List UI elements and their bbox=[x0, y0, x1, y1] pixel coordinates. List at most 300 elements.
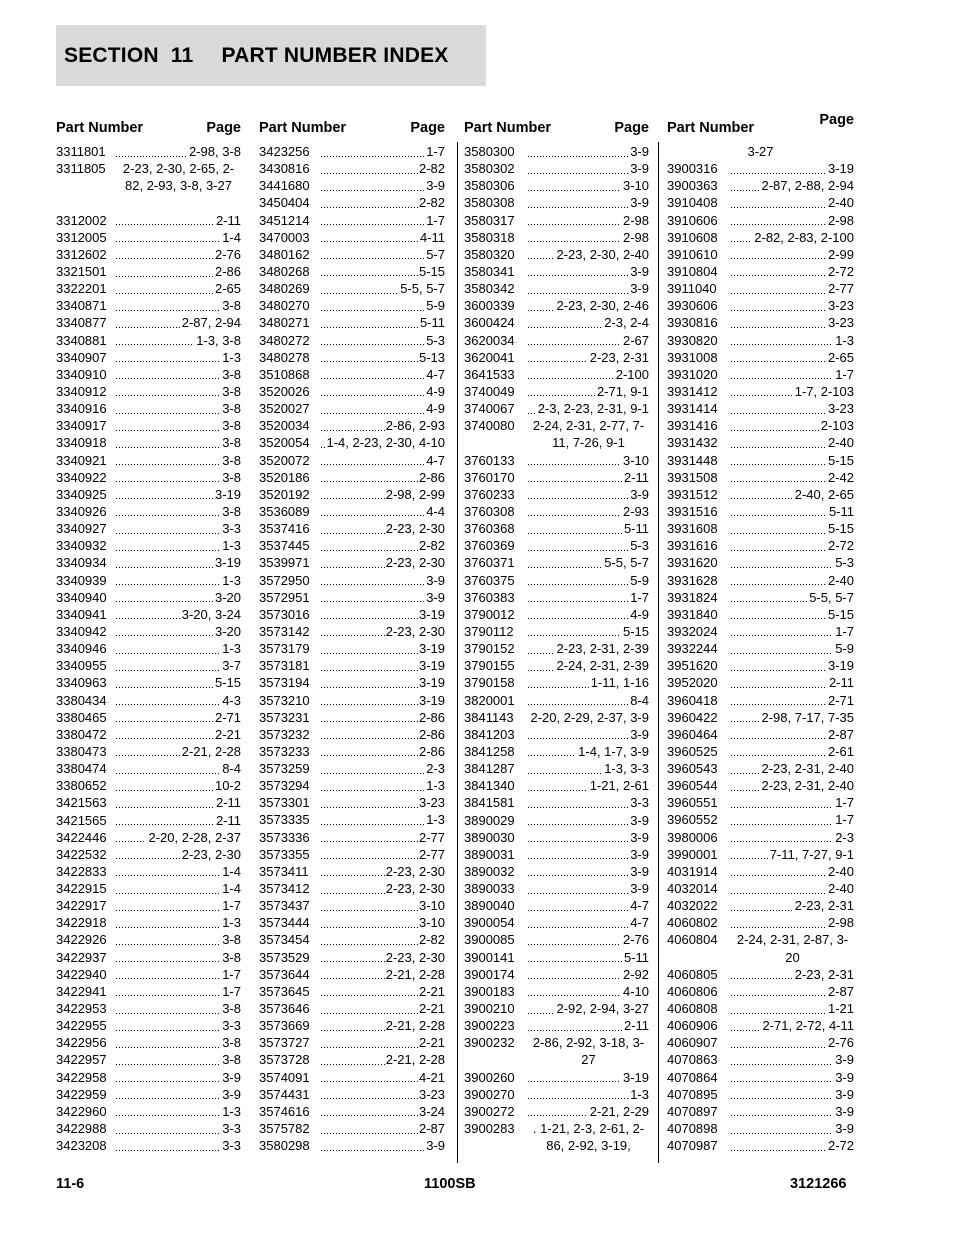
page-reference: 2-23, 2-31, 2-40 bbox=[761, 761, 854, 777]
column-divider bbox=[457, 142, 458, 1163]
page-reference: 3-23 bbox=[827, 315, 854, 331]
page-reference: 3-8 bbox=[222, 418, 241, 434]
page-reference: 3-9 bbox=[630, 881, 649, 897]
part-number: 3900316 bbox=[667, 161, 718, 177]
page-reference: 2-21 bbox=[214, 726, 241, 742]
header-page: Page bbox=[614, 120, 649, 136]
page-reference: 5-11 bbox=[623, 521, 649, 537]
index-column-1 bbox=[56, 0, 241, 1235]
page-reference-leader bbox=[731, 811, 854, 828]
page-reference-leader bbox=[528, 931, 649, 948]
part-number: 3760368 bbox=[464, 521, 515, 537]
page-reference: 3-3 bbox=[222, 521, 241, 537]
index-entry bbox=[667, 417, 854, 434]
page-reference-leader bbox=[116, 1086, 241, 1103]
page-reference-leader bbox=[321, 452, 445, 469]
page-reference-leader bbox=[528, 966, 649, 983]
page-reference-leader bbox=[116, 486, 241, 503]
part-number: 3960551 bbox=[667, 795, 718, 811]
page-reference-leader bbox=[116, 692, 241, 709]
part-number: 3900210 bbox=[464, 1001, 515, 1017]
part-number: 4060906 bbox=[667, 1018, 718, 1034]
page-reference-leader bbox=[528, 743, 649, 760]
page-reference-leader bbox=[528, 417, 649, 451]
page-reference-leader bbox=[528, 263, 649, 280]
page-reference-leader bbox=[116, 400, 241, 417]
page-reference: 2-3, 2-4 bbox=[604, 315, 649, 331]
index-entry bbox=[259, 332, 445, 349]
index-entry bbox=[667, 777, 854, 794]
page-reference-leader bbox=[731, 229, 854, 246]
index-entry bbox=[56, 966, 241, 983]
page-reference: 2-72 bbox=[827, 1138, 854, 1154]
page-reference-leader bbox=[321, 829, 445, 846]
part-number: 3537445 bbox=[259, 538, 310, 554]
section-number: SECTION 11 bbox=[64, 44, 194, 67]
part-number: 3931412 bbox=[667, 383, 718, 399]
part-number: 3790158 bbox=[464, 675, 515, 691]
index-entry bbox=[464, 829, 649, 846]
page-reference-leader bbox=[528, 1069, 649, 1086]
index-entry bbox=[667, 1103, 854, 1120]
index-entry bbox=[667, 674, 854, 691]
page-reference: 5-9 bbox=[835, 641, 854, 657]
index-entry bbox=[464, 1120, 649, 1154]
page-reference: 5-5, 5-7 bbox=[809, 589, 854, 605]
page-reference: 3-8 bbox=[222, 452, 241, 468]
page-reference: 3-19 bbox=[418, 692, 445, 708]
page-reference-leader bbox=[528, 880, 649, 897]
page-reference-leader bbox=[321, 212, 445, 229]
index-entry bbox=[259, 794, 445, 811]
page-reference: 2-99 bbox=[827, 246, 854, 262]
page-reference: 1-7 bbox=[222, 983, 241, 999]
page-reference: 5-13 bbox=[418, 349, 445, 365]
page-reference-leader bbox=[116, 452, 241, 469]
index-entry bbox=[464, 1103, 649, 1120]
index-entry bbox=[667, 692, 854, 709]
part-number: 3932024 bbox=[667, 623, 718, 639]
page-reference-leader bbox=[731, 863, 854, 880]
index-entry bbox=[464, 794, 649, 811]
part-number: 3931620 bbox=[667, 555, 718, 571]
page-reference: 1-7 bbox=[835, 812, 854, 828]
page-reference: 1-3 bbox=[835, 332, 854, 348]
index-entry bbox=[667, 263, 854, 280]
page-reference: 5-9 bbox=[630, 572, 649, 588]
page-reference: 5-15 bbox=[214, 675, 241, 691]
part-number: 3422918 bbox=[56, 915, 107, 931]
part-number: 3422958 bbox=[56, 1069, 107, 1085]
part-number: 3910408 bbox=[667, 195, 718, 211]
index-entry bbox=[56, 1034, 241, 1051]
part-number: 3580317 bbox=[464, 212, 515, 228]
part-number: 3900085 bbox=[464, 932, 515, 948]
part-number: 3340907 bbox=[56, 349, 107, 365]
part-number: 3760170 bbox=[464, 469, 515, 485]
part-number: 3573411 bbox=[259, 863, 309, 879]
page-reference-leader bbox=[528, 314, 649, 331]
part-number: 3900174 bbox=[464, 966, 515, 982]
index-entry bbox=[667, 846, 854, 863]
index-entry bbox=[464, 537, 649, 554]
page-reference-leader bbox=[321, 229, 445, 246]
page-reference: 2-23, 2-30 bbox=[385, 863, 445, 879]
part-number: 3572951 bbox=[259, 589, 310, 605]
page-reference: 2-61 bbox=[827, 743, 854, 759]
page-reference: 2-23, 2-30 bbox=[385, 949, 445, 965]
part-number: 3423256 bbox=[259, 144, 310, 159]
page-reference: 3-9 bbox=[835, 1052, 854, 1068]
index-entry bbox=[667, 314, 854, 331]
index-entry bbox=[259, 657, 445, 674]
part-number: 4070898 bbox=[667, 1121, 718, 1137]
page-reference: 5-5, 5-7 bbox=[604, 555, 649, 571]
index-entry bbox=[464, 554, 649, 571]
page-reference: 2-82 bbox=[418, 161, 445, 177]
index-entry bbox=[464, 983, 649, 1000]
page-reference-leader bbox=[731, 674, 854, 691]
page-reference-leader bbox=[731, 349, 854, 366]
part-number: 3340941 bbox=[56, 606, 107, 622]
entry-list bbox=[464, 143, 649, 1154]
page-reference-leader bbox=[321, 743, 445, 760]
page-reference-leader bbox=[321, 760, 445, 777]
part-number: 3760233 bbox=[464, 486, 515, 502]
page-reference: 3-8 bbox=[222, 1052, 241, 1068]
part-number: 3960464 bbox=[667, 726, 718, 742]
page-reference: 3-9 bbox=[630, 863, 649, 879]
entry-list bbox=[56, 143, 241, 1154]
index-entry bbox=[464, 469, 649, 486]
part-number: 3740080 bbox=[464, 418, 515, 434]
index-entry bbox=[56, 949, 241, 966]
page-reference-leader bbox=[731, 743, 854, 760]
page-reference-leader bbox=[528, 657, 649, 674]
index-entry bbox=[464, 931, 649, 948]
page-reference: 3-20, 3-24 bbox=[181, 606, 241, 622]
page-reference-leader bbox=[731, 1120, 854, 1137]
index-entry bbox=[667, 589, 854, 606]
index-entry bbox=[56, 1103, 241, 1120]
page-reference: 2-87 bbox=[827, 726, 854, 742]
page-reference-leader bbox=[116, 434, 241, 451]
part-number: 3573454 bbox=[259, 932, 310, 948]
page-reference: 1-11, 1-16 bbox=[590, 675, 649, 691]
part-number: 3641533 bbox=[464, 366, 515, 382]
page-reference: 1-3 bbox=[426, 812, 445, 828]
page-reference: 3-9 bbox=[426, 572, 445, 588]
page-reference-leader bbox=[731, 160, 854, 177]
index-entry bbox=[464, 640, 649, 657]
page-reference: 3-9 bbox=[426, 178, 445, 194]
page-reference-leader bbox=[528, 366, 649, 383]
page-reference-leader bbox=[116, 297, 241, 314]
page-reference-leader bbox=[528, 212, 649, 229]
page-reference-leader bbox=[321, 983, 445, 1000]
index-entry bbox=[464, 143, 649, 160]
part-number: 3620034 bbox=[464, 332, 515, 348]
part-number: 3480162 bbox=[259, 246, 310, 262]
page-reference: 2-23, 2-30, 2-40 bbox=[556, 246, 649, 262]
index-entry bbox=[56, 554, 241, 571]
index-entry bbox=[667, 400, 854, 417]
page-reference: 2-23, 2-30 bbox=[385, 623, 445, 639]
index-entry bbox=[259, 194, 445, 211]
part-number: 3340877 bbox=[56, 315, 107, 331]
page-reference-leader bbox=[731, 589, 854, 606]
page-reference-leader bbox=[731, 520, 854, 537]
column-divider bbox=[658, 142, 659, 1163]
index-entry bbox=[667, 194, 854, 211]
index-entry bbox=[464, 1034, 649, 1068]
index-entry bbox=[464, 486, 649, 503]
page-reference-leader bbox=[528, 1103, 649, 1120]
page-reference-leader bbox=[321, 949, 445, 966]
page-reference-leader bbox=[321, 280, 445, 297]
section-title: PART NUMBER INDEX bbox=[221, 44, 449, 67]
part-number: 3930606 bbox=[667, 298, 718, 314]
index-entry bbox=[464, 314, 649, 331]
page-reference-leader bbox=[731, 177, 854, 194]
part-number: 3760383 bbox=[464, 589, 515, 605]
part-number: 3311805 bbox=[56, 161, 106, 177]
part-number: 3480272 bbox=[259, 332, 310, 348]
page-reference-leader bbox=[731, 246, 854, 263]
page-reference: 3-8 bbox=[222, 1035, 241, 1051]
page-reference: 3-20 bbox=[214, 623, 241, 639]
page-reference: 2-92, 2-94, 3-27 bbox=[556, 1001, 649, 1017]
page-reference: 2-40, 2-65 bbox=[794, 486, 854, 502]
page-reference: 1-4 bbox=[222, 881, 241, 897]
page-reference: 5-9 bbox=[426, 298, 445, 314]
footer-doc-number: 3121266 bbox=[790, 1176, 847, 1192]
part-number: 3312005 bbox=[56, 229, 107, 245]
page-reference: 3-8 bbox=[222, 435, 241, 451]
page-reference: 5-3 bbox=[630, 538, 649, 554]
part-number: 3760308 bbox=[464, 503, 515, 519]
page-reference-leader bbox=[528, 160, 649, 177]
page-reference: 7-11, 7-27, 9-1 bbox=[769, 846, 854, 862]
page-reference: 3-8 bbox=[222, 949, 241, 965]
page-reference: 1-7 bbox=[222, 898, 241, 914]
index-entry bbox=[667, 383, 854, 400]
page-reference: 2-20, 2-28, 2-37 bbox=[148, 829, 241, 845]
page-reference: 2-98 bbox=[622, 212, 649, 228]
part-number: 3574616 bbox=[259, 1103, 310, 1119]
index-entry bbox=[259, 572, 445, 589]
page-reference: 3-19 bbox=[418, 658, 445, 674]
part-number: 4060806 bbox=[667, 983, 718, 999]
page-reference: 2-21, 2-28 bbox=[385, 1052, 445, 1068]
page-reference: 1-3 bbox=[222, 572, 241, 588]
page-reference: 4-3 bbox=[222, 692, 241, 708]
page-reference: 2-93 bbox=[622, 503, 649, 519]
page-reference: 1-7 bbox=[835, 795, 854, 811]
page-reference-leader bbox=[731, 692, 854, 709]
index-entry bbox=[464, 229, 649, 246]
part-number: 3380474 bbox=[56, 761, 107, 777]
page-reference-leader bbox=[116, 1000, 241, 1017]
index-entry bbox=[259, 503, 445, 520]
page-reference-leader bbox=[116, 777, 241, 794]
header-part-number: Part Number bbox=[667, 120, 755, 136]
page-reference-leader bbox=[731, 1017, 854, 1034]
page-reference: 2-72 bbox=[827, 538, 854, 554]
part-number: 3760369 bbox=[464, 538, 515, 554]
page-reference-leader bbox=[731, 314, 854, 331]
index-entry bbox=[464, 777, 649, 794]
continued-page-ref: 3-27 bbox=[747, 144, 774, 159]
page-reference: 1-3 bbox=[222, 349, 241, 365]
page-reference-leader bbox=[528, 1034, 649, 1068]
page-reference-leader bbox=[528, 1120, 649, 1154]
page-reference-leader bbox=[116, 1069, 241, 1086]
index-entry bbox=[56, 1000, 241, 1017]
page-reference-leader bbox=[731, 1069, 854, 1086]
page-reference: 3-9 bbox=[630, 161, 649, 177]
page-reference-leader bbox=[116, 503, 241, 520]
index-entry bbox=[259, 983, 445, 1000]
part-number: 3573728 bbox=[259, 1052, 310, 1068]
page-reference-leader bbox=[528, 297, 649, 314]
page-reference-leader bbox=[528, 177, 649, 194]
index-entry bbox=[56, 777, 241, 794]
page-reference: 3-8 bbox=[222, 1001, 241, 1017]
page-reference-leader bbox=[731, 537, 854, 554]
part-number: 3841143 bbox=[464, 709, 514, 725]
page-reference: 2-21 bbox=[418, 1001, 445, 1017]
header-part-number: Part Number bbox=[464, 120, 552, 136]
part-number: 3931414 bbox=[667, 401, 718, 417]
part-number: 3480278 bbox=[259, 349, 310, 365]
page-reference: 4-11 bbox=[419, 229, 445, 245]
index-entry bbox=[464, 383, 649, 400]
index-entry bbox=[464, 760, 649, 777]
part-number: 3572950 bbox=[259, 572, 310, 588]
page-reference: 8-4 bbox=[630, 692, 649, 708]
part-number: 3312602 bbox=[56, 246, 107, 262]
page-reference-leader bbox=[321, 332, 445, 349]
index-entry bbox=[259, 692, 445, 709]
page-reference-leader bbox=[321, 1137, 445, 1154]
index-entry bbox=[464, 743, 649, 760]
page-reference-leader bbox=[321, 1051, 445, 1068]
page-reference-leader bbox=[321, 503, 445, 520]
part-number: 3340912 bbox=[56, 383, 107, 399]
page-reference-leader bbox=[528, 486, 649, 503]
part-number: 4070863 bbox=[667, 1052, 718, 1068]
part-number: 3931628 bbox=[667, 572, 718, 588]
part-number: 3422446 bbox=[56, 829, 107, 845]
index-entry bbox=[464, 417, 649, 451]
page-reference-leader bbox=[321, 794, 445, 811]
index-entry bbox=[56, 709, 241, 726]
page-reference-leader bbox=[321, 1000, 445, 1017]
index-entry bbox=[667, 503, 854, 520]
page-reference: 3-8 bbox=[222, 503, 241, 519]
page-reference: 2-72 bbox=[827, 263, 854, 279]
part-number: 3900363 bbox=[667, 178, 718, 194]
index-entry bbox=[464, 863, 649, 880]
part-number: 3841203 bbox=[464, 726, 515, 742]
index-entry bbox=[667, 1034, 854, 1051]
page-reference-leader bbox=[116, 143, 241, 160]
part-number: 3960544 bbox=[667, 778, 718, 794]
page-reference-leader bbox=[116, 897, 241, 914]
index-entry bbox=[667, 520, 854, 537]
page-reference-leader bbox=[528, 537, 649, 554]
part-number: 3423208 bbox=[56, 1138, 107, 1154]
part-number: 3580318 bbox=[464, 229, 515, 245]
index-entry bbox=[56, 400, 241, 417]
part-number: 3573437 bbox=[259, 898, 310, 914]
index-entry bbox=[259, 1103, 445, 1120]
page-reference-leader bbox=[321, 537, 445, 554]
index-entry bbox=[259, 743, 445, 760]
page-reference: 3-10 bbox=[622, 178, 649, 194]
page-reference: 3-8 bbox=[222, 932, 241, 948]
page-reference-leader bbox=[528, 692, 649, 709]
index-entry bbox=[56, 863, 241, 880]
page-reference-leader bbox=[731, 657, 854, 674]
page-reference: 1-4 bbox=[222, 863, 241, 879]
index-entry bbox=[259, 143, 445, 160]
page-reference-leader bbox=[528, 349, 649, 366]
page-reference-leader bbox=[731, 366, 854, 383]
page-reference-leader bbox=[731, 503, 854, 520]
part-number: 3900232 bbox=[464, 1035, 515, 1051]
page-reference-leader bbox=[731, 623, 854, 640]
index-entry bbox=[667, 726, 854, 743]
part-number: 3520186 bbox=[259, 469, 310, 485]
page-reference: 2-21, 2-29 bbox=[589, 1103, 649, 1119]
page-reference: 5-11 bbox=[828, 503, 854, 519]
page-reference: 2-23, 2-30, 2-46 bbox=[556, 298, 649, 314]
page-reference: 5-11 bbox=[419, 315, 445, 331]
index-entry bbox=[464, 263, 649, 280]
part-number: 3480269 bbox=[259, 281, 310, 297]
part-number: 3422917 bbox=[56, 898, 107, 914]
index-entry bbox=[259, 297, 445, 314]
page-reference-leader bbox=[731, 383, 854, 400]
part-number: 3900223 bbox=[464, 1018, 515, 1034]
part-number: 3380465 bbox=[56, 709, 107, 725]
part-number: 4070897 bbox=[667, 1103, 718, 1119]
index-entry bbox=[667, 297, 854, 314]
index-entry bbox=[464, 914, 649, 931]
index-entry bbox=[667, 469, 854, 486]
index-entry bbox=[56, 880, 241, 897]
page-reference: 4-9 bbox=[426, 383, 445, 399]
page-reference-leader bbox=[731, 640, 854, 657]
page-reference-leader bbox=[116, 1137, 241, 1154]
page-reference: 2-98, 7-17, 7-35 bbox=[761, 709, 854, 725]
page-reference-leader bbox=[116, 212, 241, 229]
page-reference: 2-77 bbox=[418, 846, 445, 862]
part-number: 3573335 bbox=[259, 812, 310, 828]
part-number: 3900270 bbox=[464, 1086, 515, 1102]
page-reference: 3-8 bbox=[222, 298, 241, 314]
part-number: 3422957 bbox=[56, 1052, 107, 1068]
part-number: 3931508 bbox=[667, 469, 718, 485]
part-number: 3931432 bbox=[667, 435, 718, 451]
part-number: 3520054 bbox=[259, 435, 310, 451]
page-reference: 2-24, 2-31, 2-87, 3-20 bbox=[736, 932, 849, 965]
index-entry bbox=[259, 452, 445, 469]
index-entry bbox=[667, 709, 854, 726]
page-reference-leader bbox=[116, 880, 241, 897]
